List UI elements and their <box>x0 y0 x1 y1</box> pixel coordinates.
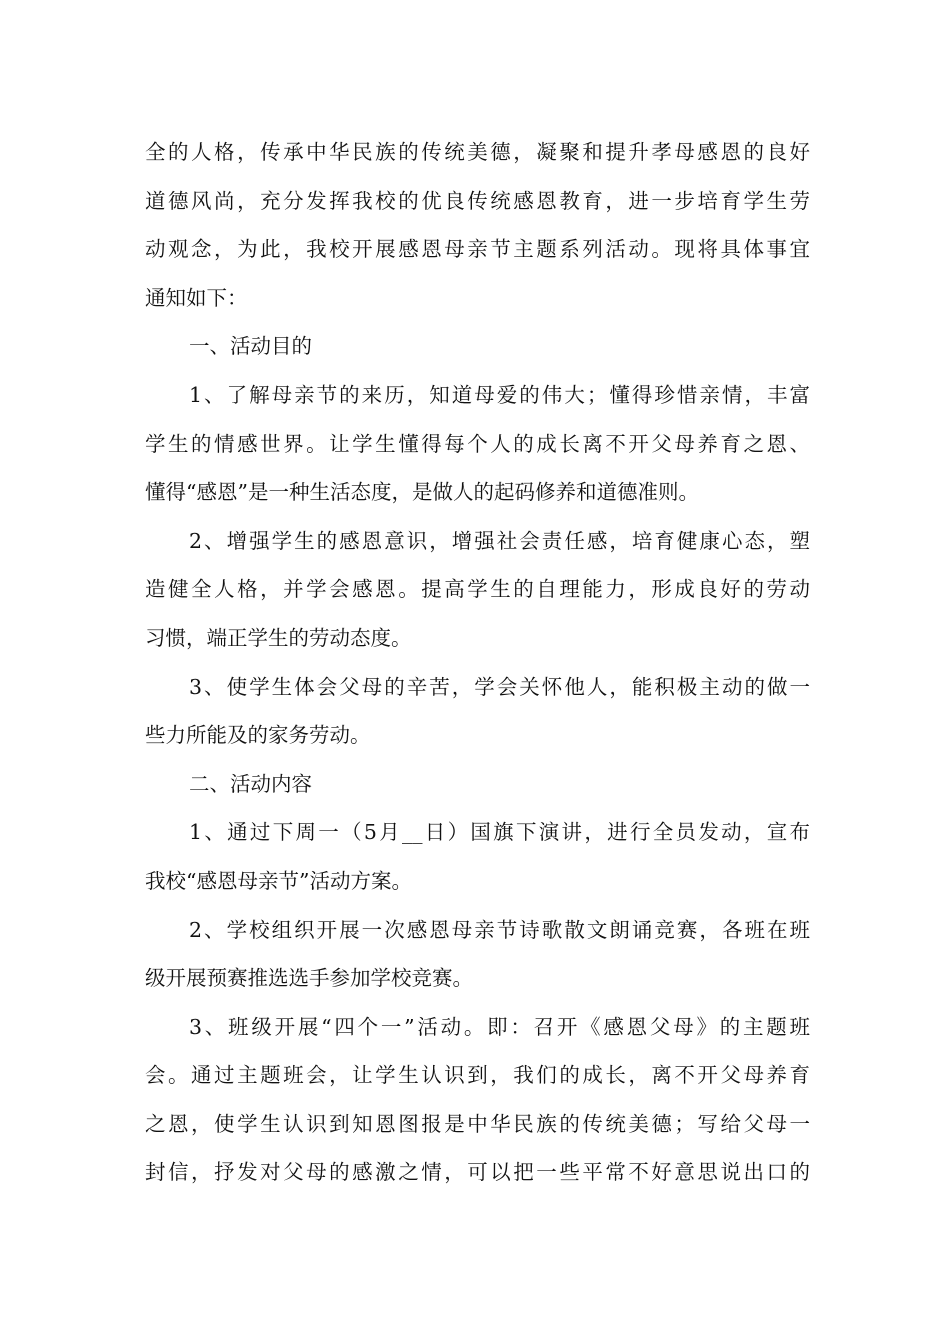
section-heading: 二、活动内容 <box>189 771 312 796</box>
body-line: 之恩，使学生认识到知恩图报是中华民族的传统美德；写给父母一 <box>145 1111 810 1136</box>
body-line: 懂得“感恩”是一种生活态度，是做人的起码修养和道德准则。 <box>145 480 699 505</box>
body-line: 全的人格，传承中华民族的传统美德，凝聚和提升孝母感恩的良好 <box>145 140 810 164</box>
document-body <box>145 128 810 1197</box>
body-line: 些力所能及的家务劳动。 <box>145 723 371 748</box>
body-line: 会。通过主题班会，让学生认识到，我们的成长，离不开父母养育 <box>145 1063 810 1088</box>
body-line: 道德风尚，充分发挥我校的优良传统感恩教育，进一步培育学生劳 <box>145 188 810 213</box>
body-line: 封信，抒发对父母的感激之情，可以把一些平常不好意思说出口的 <box>145 1160 810 1185</box>
body-line: 1、通过下周一（5月__日）国旗下演讲，进行全员发动，宣布 <box>189 820 810 845</box>
body-line: 造健全人格，并学会感恩。提高学生的自理能力，形成良好的劳动 <box>145 577 810 602</box>
body-line: 习惯，端正学生的劳动态度。 <box>145 625 412 650</box>
body-line: 级开展预赛推选选手参加学校竞赛。 <box>145 966 473 991</box>
body-line: 学生的情感世界。让学生懂得每个人的成长离不开父母养育之恩、 <box>145 431 810 456</box>
body-line: 2、学校组织开展一次感恩母亲节诗歌散文朗诵竞赛，各班在班 <box>189 917 810 942</box>
body-line: 我校“感恩母亲节”活动方案。 <box>145 868 412 893</box>
body-line: 3、使学生体会父母的辛苦，学会关怀他人，能积极主动的做一 <box>189 674 810 699</box>
section-heading: 一、活动目的 <box>189 334 312 359</box>
body-line: 3、班级开展“四个一”活动。即：召开《感恩父母》的主题班 <box>189 1014 810 1039</box>
body-line: 1、了解母亲节的来历，知道母爱的伟大；懂得珍惜亲情，丰富 <box>189 382 810 407</box>
body-line: 2、增强学生的感恩意识，增强社会责任感，培育健康心态，塑 <box>189 528 810 553</box>
body-line: 通知如下： <box>145 285 248 310</box>
body-line: 动观念，为此，我校开展感恩母亲节主题系列活动。现将具体事宜 <box>145 237 810 262</box>
